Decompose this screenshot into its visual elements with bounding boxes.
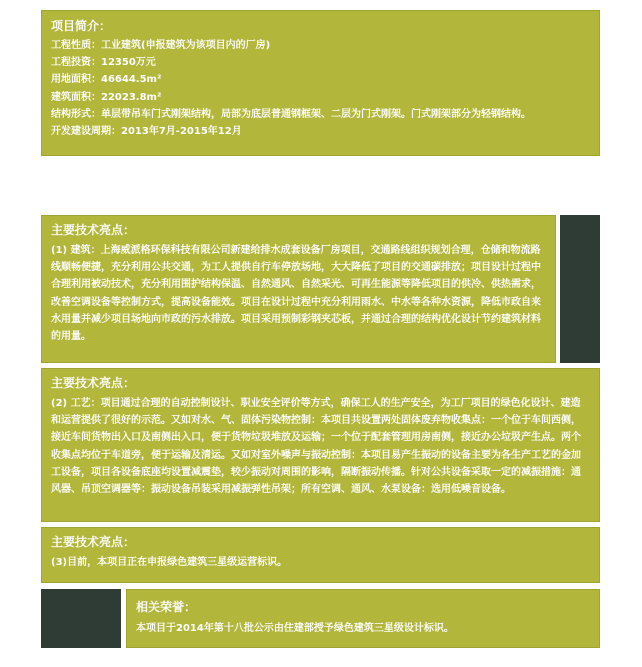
honor-title: 相关荣誉： <box>136 600 197 614</box>
intro-line-land-area: 用地面积：46644.5m² <box>51 74 162 86</box>
intro-line-nature: 工程性质：工业建筑(申报建筑为该项目内的厂房) <box>51 40 271 51</box>
project-intro-title: 项目简介： <box>51 19 112 33</box>
highlight-panel-status <box>41 527 600 583</box>
highlight-text-architecture: (1) 建筑：上海威派格环保科技有限公司新建给排水成套设备厂房项目，交通路线组织规划合理，仓储和物流路线顺畅便捷，充分利用公共交通，为工人提供自行车停放场地，大大降低了项目的交通碳排放；项目设计过程中合理利用被动技术，充分利用围护结构保温、自然通风、自然采光、可再生能源等降低项目的供冷、供热需求，改善空调设备等控制方式，提高设备能效。项目在设计过程中充分利用雨水、中水等各种水资源，降低市政自来水用量并减少项目场地向市政的污水排放。项目采用预制彩钢夹芯板，并通过合理的结构优化设计节约建筑材料的用量。 <box>51 245 541 343</box>
highlight-panel-architecture <box>41 215 556 363</box>
intro-line-building-area: 建筑面积：22023.8m² <box>51 91 162 103</box>
project-intro-panel <box>41 10 600 156</box>
highlight-panel-process <box>41 368 600 522</box>
intro-line-structure: 结构形式：单层带吊车门式刚架结构，局部为底层普通钢框架、二层为门式刚架。门式刚架部分为轻钢结构。 <box>51 108 531 120</box>
intro-line-investment: 工程投资：12350万元 <box>51 57 156 69</box>
highlight-title: 主要技术亮点： <box>51 535 136 549</box>
decorative-dark-block <box>41 589 121 648</box>
decorative-dark-block <box>560 215 600 363</box>
honor-text: 本项目于2014年第十八批公示由住建部授予绿色建筑三星级设计标识。 <box>136 623 454 634</box>
highlight-title: 主要技术亮点： <box>51 223 136 237</box>
highlight-text-status: (3)目前，本项目正在申报绿色建筑三星级运营标识。 <box>51 557 288 568</box>
honor-panel <box>126 589 600 648</box>
highlight-title: 主要技术亮点： <box>51 376 136 390</box>
intro-line-period: 开发建设周期：2013年7月-2015年12月 <box>51 126 242 138</box>
highlight-text-process: (2) 工艺：项目通过合理的自动控制设计、职业安全评价等方式，确保工人的生产安全，为工厂项目的绿色化设计、建造和运营提供了很好的示范。又如对水、气、固体污染物控制：本项目共设置两处固体废弃物收集点：一个位于车间西侧，接近车间货物出入口及南侧出入口，便于货物垃圾堆放及运输；一个位于配套管理用房南侧，接近办公垃圾产生点。两个收集点均位于车道旁，便于运输及清运。又如对室外噪声与振动控制：本项目易产生振动的设备主要为各生产工艺的金加工设备，项目各设备底座均设置减震垫，较少振动对周围的影响，隔断振动传播。针对公共设备采取一定的减振措施：通风器、吊顶空调器等：振动设备吊装采用减振弹性吊架；所有空调、通风、水泵设备：选用低噪音设备。 <box>51 398 581 496</box>
